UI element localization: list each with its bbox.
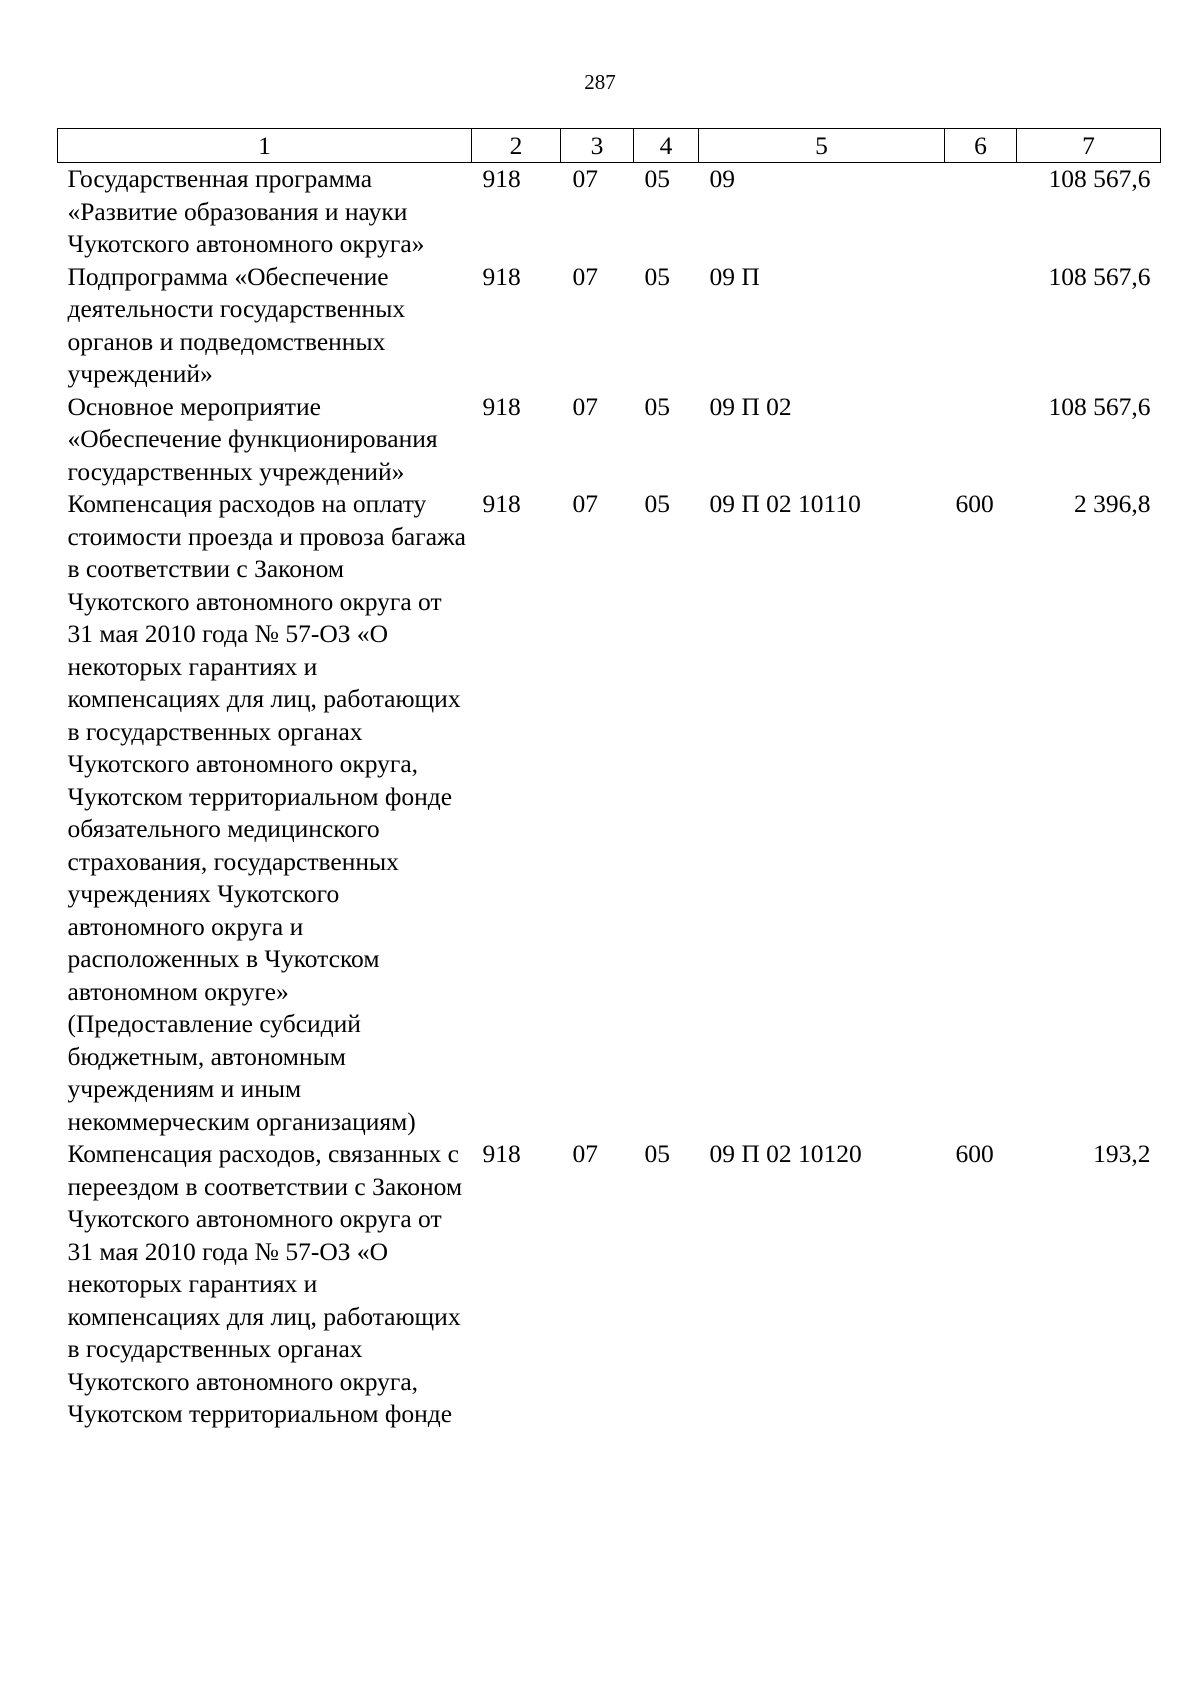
page-number: 287: [584, 70, 616, 94]
row-amount: 108 567,6: [1048, 164, 1151, 193]
row-code-6: 600: [955, 489, 994, 518]
column-header-1: 1: [58, 129, 472, 163]
row-code-3: 07: [572, 1139, 598, 1168]
table-row: [58, 261, 1161, 391]
column-header-3: 3: [561, 129, 634, 163]
table-header-row: [58, 129, 1161, 163]
row-name: Компенсация расходов на оплату стоимости проезда и провоза багажа в соответствии с Законом Чукотского автономного округа от 31 мая 2010 года № 57-ОЗ «О некоторых гарантиях и компенсациях для лиц, работающих в государственных органах Чукотского автономного округа, Чукотском территориальном фонде обязательного медицинского страхования, государственных учреждениях Чукотского автономного округа и расположенных в Чукотском автономном округе» (Предоставление субсидий бюджетным, автономным учреждениям и иным некоммерческим организациям): [67, 489, 466, 1136]
column-header-5: 5: [699, 129, 945, 163]
row-name: Подпрограмма «Обеспечение деятельности государственных органов и подведомственных учреждений»: [67, 261, 406, 388]
row-code-3: 07: [572, 261, 598, 291]
table-row: [58, 1138, 1161, 1431]
row-code-3: 07: [572, 489, 598, 518]
row-code-4: 05: [644, 489, 670, 518]
budget-table: [57, 128, 1161, 1431]
row-amount: 193,2: [1093, 1139, 1151, 1168]
row-amount: 108 567,6: [1048, 391, 1151, 421]
row-name: Основное мероприятие «Обеспечение функционирования государственных учреждений»: [67, 391, 438, 486]
row-code-5: 09: [709, 164, 735, 193]
row-code-2: 918: [482, 391, 521, 421]
table-row: [58, 488, 1161, 1138]
row-code-4: 05: [644, 261, 670, 291]
row-code-3: 07: [572, 164, 598, 193]
row-code-6: [945, 391, 1017, 489]
row-code-4: 05: [644, 391, 670, 421]
column-header-6: 6: [945, 129, 1017, 163]
row-code-4: 05: [644, 1139, 670, 1168]
row-name: Государственная программа «Развитие образования и науки Чукотского автономного округа»: [67, 164, 425, 258]
row-code-3: 07: [572, 391, 598, 421]
row-code-6: 600: [955, 1139, 994, 1168]
table-row: [58, 391, 1161, 489]
row-code-5: 09 П: [709, 261, 760, 291]
row-code-5: 09 П 02 10120: [709, 1139, 862, 1168]
table-row: [58, 163, 1161, 261]
row-code-6: [945, 261, 1017, 391]
row-code-5: 09 П 02: [709, 391, 792, 421]
row-code-2: 918: [482, 164, 521, 193]
row-name: Компенсация расходов, связанных с переездом в соответствии с Законом Чукотского автономного округа от 31 мая 2010 года № 57-ОЗ «О некоторых гарантиях и компенсациях для лиц, работающих в государственных органах Чукотского автономного округа, Чукотском территориальном фонде: [67, 1139, 463, 1428]
row-code-6: [945, 163, 1017, 261]
row-code-5: 09 П 02 10110: [709, 489, 861, 518]
column-header-7: 7: [1017, 129, 1161, 163]
row-code-2: 918: [482, 489, 521, 518]
column-header-2: 2: [472, 129, 561, 163]
column-header-4: 4: [634, 129, 699, 163]
row-amount: 108 567,6: [1048, 261, 1151, 291]
row-code-2: 918: [482, 1139, 521, 1168]
row-amount: 2 396,8: [1074, 489, 1151, 518]
row-code-2: 918: [482, 261, 521, 291]
row-code-4: 05: [644, 164, 670, 193]
